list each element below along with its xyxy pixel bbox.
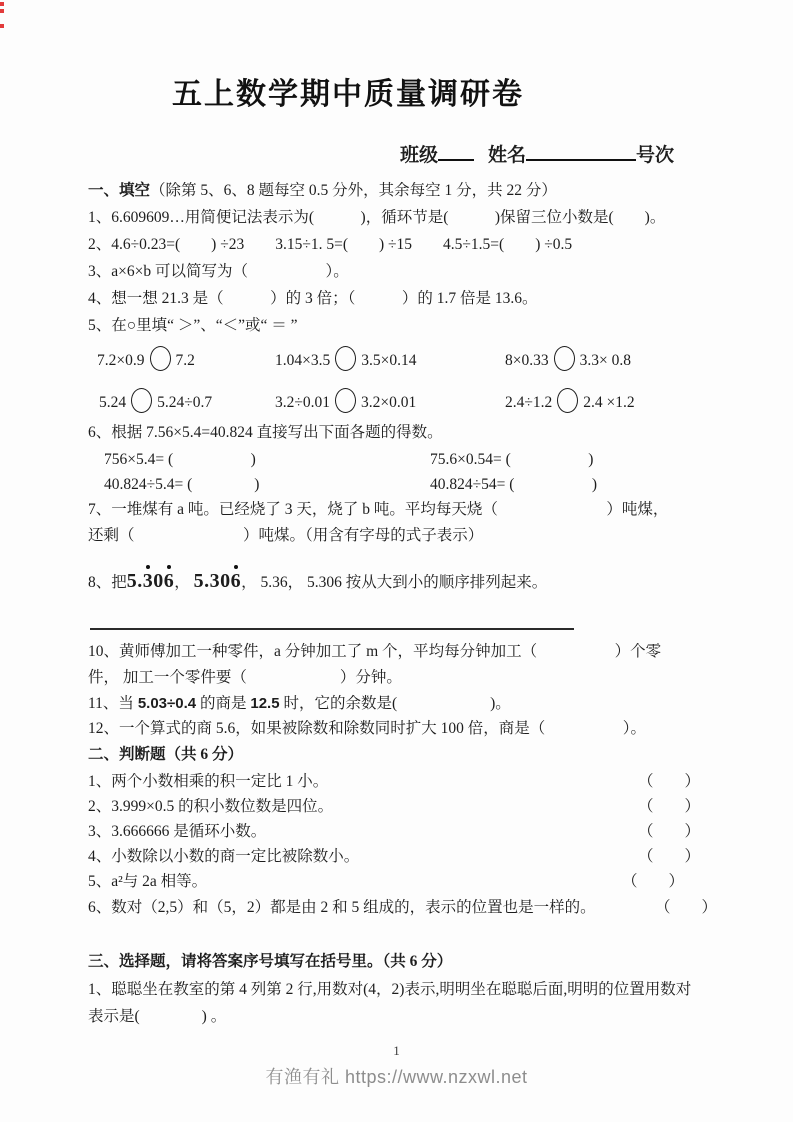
judge-answer-blank: （ ）: [621, 873, 684, 890]
judge-item: [88, 897, 717, 919]
page-title: 五上数学期中质量调研卷: [172, 78, 524, 111]
section-choice-heading: 三、选择题，请将答案序号填写在括号里。（共 6 分）: [88, 953, 453, 970]
comparison-item: [275, 346, 417, 372]
fill-q4: 4、想一想 21.3 是（ ）的 3 倍；（ ）的 1.7 倍是 13.6。: [88, 290, 538, 307]
fill-q10-line2: 件， 加工一个零件要（ ）分钟。: [88, 669, 402, 686]
class-blank-line: [438, 144, 474, 161]
page-number: 1: [393, 1043, 400, 1058]
repeating-decimal-2: 5.306: [193, 570, 242, 592]
calc-blank: 756×5.4= ( ): [104, 451, 256, 468]
comparison-item: [99, 388, 212, 414]
judge-item: [88, 821, 700, 843]
judge-item: [88, 846, 700, 868]
comparison-circle: [557, 388, 578, 413]
judge-item: [88, 796, 700, 818]
fill-q6: 6、根据 7.56×5.4=40.824 直接写出下面各题的得数。: [88, 424, 443, 441]
comparison-right: 3.5×0.14: [361, 352, 417, 369]
judge-text: 6、数对（2,5）和（5，2）都是由 2 和 5 组成的，表示的位置也是一样的。: [88, 899, 596, 916]
class-label: 班级: [400, 145, 439, 166]
fill-q2: 2、4.6÷0.23=( ) ÷23 3.15÷1. 5=( ) ÷15 4.5÷1.5=( ) ÷0.5: [88, 236, 573, 253]
fill-q12: 12、一个算式的商 5.6，如果被除数和除数同时扩大 100 倍，商是（ ）。: [88, 720, 647, 737]
comparison-right: 2.4 ×1.2: [583, 394, 635, 411]
section-judge-heading: 二、判断题（共 6 分）: [88, 746, 244, 763]
seat-label: 号次: [636, 145, 675, 166]
fill-q6-row2: [88, 474, 712, 498]
comparison-item: [275, 388, 416, 414]
fill-q6-row1: [88, 449, 712, 473]
comparison-left: 8×0.33: [505, 352, 549, 369]
judge-item: [88, 871, 684, 893]
q8-rest: 5.36， 5.306 按从大到小的顺序排列起来。: [260, 574, 548, 591]
judge-item: [88, 771, 700, 793]
scan-artifact: [0, 9, 4, 13]
section-fill-title: 一、填空: [88, 182, 151, 199]
choice-q1-line1: 1、聪聪坐在教室的第 4 列第 2 行,用数对(4，2)表示,明明坐在聪聪后面,明明的位置用数对: [88, 981, 692, 998]
judge-answer-blank: （ ）: [637, 798, 700, 815]
fill-q7-line2: 还剩（ ）吨煤。（用含有字母的式子表示）: [88, 527, 484, 544]
name-blank-line: [526, 144, 636, 161]
name-label: 姓名: [488, 145, 527, 166]
comparison-right: 3.3× 0.8: [579, 352, 631, 369]
comparison-left: 5.24: [99, 394, 127, 411]
judge-answer-blank: （ ）: [637, 848, 700, 865]
fill-q8: 8、把5.306， 5.306， 5.36， 5.306 按从大到小的顺序排列起来。: [88, 570, 548, 592]
comparison-item: [505, 346, 631, 372]
answer-line: [90, 628, 574, 630]
comparison-right: 3.2×0.01: [361, 394, 417, 411]
judge-text: 5、a²与 2a 相等。: [88, 873, 208, 890]
q11-quotient: 12.5: [250, 695, 280, 712]
repeating-decimal-1: 5.306: [126, 570, 175, 592]
fill-q10-line1: 10、黄师傅加工一种零件，a 分钟加工了 m 个，平均每分钟加工（ ）个零: [88, 643, 662, 660]
comparison-item: [97, 346, 195, 372]
judge-answer-blank: （ ）: [637, 823, 700, 840]
section-fill-heading: [88, 180, 557, 202]
judge-text: 4、小数除以小数的商一定比被除数小。: [88, 848, 360, 865]
comparison-circle: [335, 346, 356, 371]
dotted-digit: 6: [163, 570, 175, 592]
q11-expression: 5.03÷0.4: [137, 695, 197, 712]
dotted-digit: 3: [142, 570, 154, 592]
calc-blank: 75.6×0.54= ( ): [430, 451, 594, 468]
comparison-left: 3.2÷0.01: [275, 394, 331, 411]
judge-text: 2、3.999×0.5 的积小数位数是四位。: [88, 798, 334, 815]
fill-q3: 3、a×6×b 可以简写为（ ）。: [88, 263, 349, 280]
choice-q1-line2: 表示是( ) 。: [88, 1008, 227, 1025]
comparison-left: 7.2×0.9: [97, 352, 145, 369]
fill-q5: 5、在○里填“ ＞”、“＜”或“ ＝ ”: [88, 317, 298, 334]
fill-q11: 11、当 5.03÷0.4 的商是 12.5 时，它的余数是( )。: [88, 695, 511, 712]
comparison-circle: [150, 346, 171, 371]
fill-q5-row1: [88, 346, 712, 376]
footer-watermark: 有渔有礼 https://www.nzxwl.net: [265, 1067, 528, 1087]
judge-answer-blank: （ ）: [654, 899, 717, 916]
judge-text: 1、两个小数相乘的积一定比 1 小。: [88, 773, 329, 790]
scan-artifact: [0, 24, 4, 28]
fill-q7-line1: 7、一堆煤有 a 吨。已经烧了 3 天，烧了 b 吨。平均每天烧（ ）吨煤，: [88, 501, 669, 518]
comparison-circle: [335, 388, 356, 413]
calc-blank: 40.824÷54= ( ): [430, 476, 598, 493]
dotted-digit: 6: [230, 570, 242, 592]
fill-q1: 1、6.609609…用简便记法表示为( )，循环节是( )保留三位小数是( )。: [88, 209, 666, 226]
comparison-left: 2.4÷1.2: [505, 394, 553, 411]
comparison-circle: [131, 388, 152, 413]
comparison-item: [505, 388, 635, 414]
calc-blank: 40.824÷5.4= ( ): [104, 476, 260, 493]
comparison-left: 1.04×3.5: [275, 352, 331, 369]
scan-artifact: [0, 2, 4, 6]
judge-text: 3、3.666666 是循环小数。: [88, 823, 267, 840]
comparison-circle: [554, 346, 575, 371]
student-info-line: [400, 144, 674, 167]
judge-answer-blank: （ ）: [637, 773, 700, 790]
comparison-right: 5.24÷0.7: [157, 394, 213, 411]
q8-prefix: 8、把: [88, 574, 127, 591]
comparison-right: 7.2: [175, 352, 195, 369]
section-fill-note: （除第 5、6、8 题每空 0.5 分外，其余每空 1 分，共 22 分）: [150, 182, 557, 199]
fill-q5-row2: [88, 388, 712, 418]
